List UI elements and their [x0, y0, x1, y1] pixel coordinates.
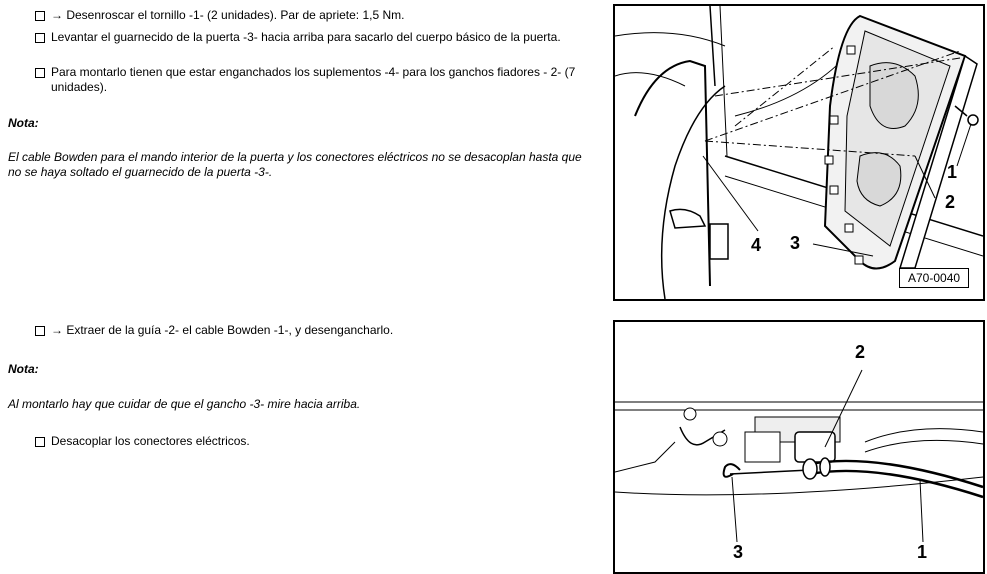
note-text: El cable Bowden para el mando interior de la puerta y los conectores eléctricos no se desacoplan hasta que no se haya soltado el guarnecido de la puerta -3-. [8, 150, 582, 179]
figure-code: A70-0040 [899, 268, 969, 288]
callout-1: 1 [917, 542, 928, 562]
step-text: → Desenroscar el tornillo -1- (2 unidades). Par de apriete: 1,5 Nm. [51, 8, 405, 22]
note-text-2: Al montarlo hay que cuidar de que el gancho -3- mire hacia arriba. [8, 397, 361, 411]
note-label-2: Nota: [8, 362, 39, 376]
callout-4: 4 [751, 235, 762, 255]
checkbox-icon [35, 326, 45, 336]
callout-3: 3 [790, 233, 801, 253]
bowden-cable-figure [613, 320, 985, 574]
step-text: Para montarlo tienen que estar enganchados los suplementos -4- para los ganchos fiadores - 2- (7 unidades). [51, 65, 576, 94]
checkbox-icon [35, 437, 45, 447]
step-extract-cable [35, 323, 595, 338]
step-text: → Extraer de la guía -2- el cable Bowden -1-, y desengancharlo. [51, 323, 394, 337]
checkbox-icon [35, 33, 45, 43]
step-lift-trim [35, 30, 565, 45]
checkbox-icon [35, 68, 45, 78]
callout-1: 1 [947, 162, 958, 182]
door-trim-illustration [615, 6, 983, 299]
step-remove-screw [35, 8, 595, 23]
step-text: Desacoplar los conectores eléctricos. [51, 434, 250, 448]
callout-2: 2 [855, 342, 866, 362]
step-mount-inserts [35, 65, 595, 95]
callout-2: 2 [945, 192, 956, 212]
note-label: Nota: [8, 116, 39, 130]
callout-3: 3 [733, 542, 744, 562]
checkbox-icon [35, 11, 45, 21]
step-text: Levantar el guarnecido de la puerta -3- hacia arriba para sacarlo del cuerpo básico de la puerta. [51, 30, 561, 44]
door-trim-figure [613, 4, 985, 301]
step-disconnect-connectors [35, 434, 595, 449]
bowden-cable-illustration [615, 322, 983, 572]
